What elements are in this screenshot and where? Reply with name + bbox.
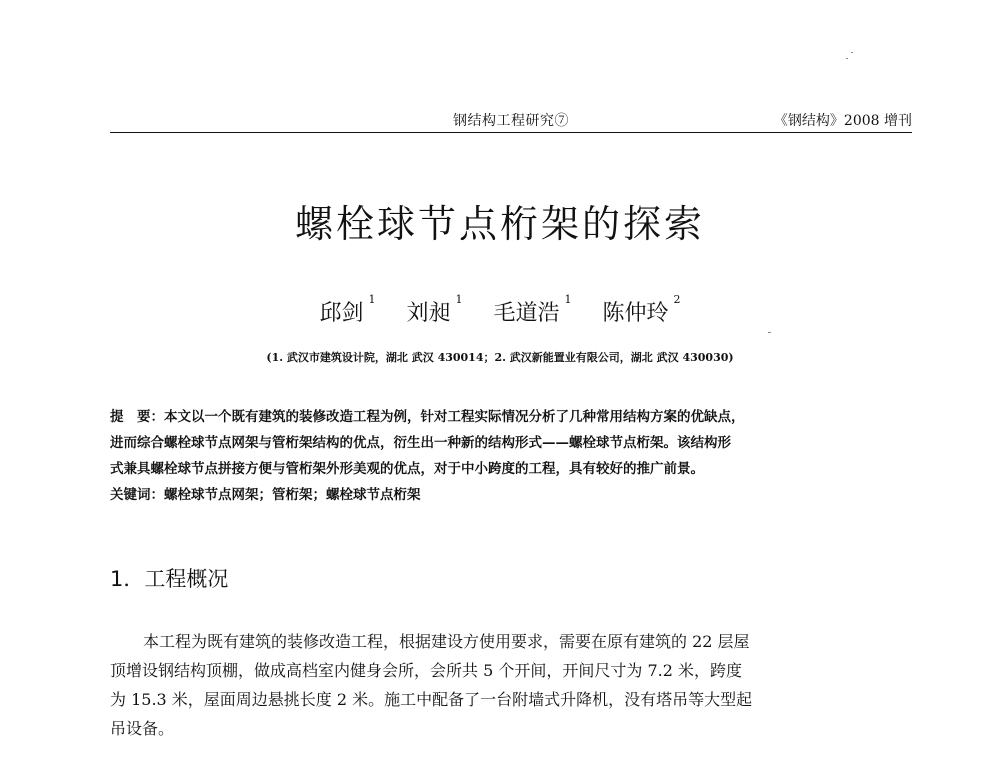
scan-speck: [846, 58, 848, 59]
author-affil-mark: 2: [673, 293, 681, 306]
author-list: [0, 293, 1000, 327]
affiliations: (1. 武汉市建筑设计院，湖北 武汉 430014；2. 武汉新能置业有限公司，湖北 武汉 430030): [266, 351, 734, 364]
author-affil-mark: 1: [564, 293, 572, 306]
author-affil-mark: 1: [368, 293, 376, 306]
body-line: 吊设备。: [110, 719, 175, 738]
abstract-label: 提 要：: [110, 409, 164, 425]
author-name: 毛道浩: [493, 301, 560, 326]
author-affil-mark: 1: [455, 293, 463, 306]
author: [493, 293, 572, 327]
abstract-line: 进而综合螺栓球节点网架与管桁架结构的优点，衍生出一种新的结构形式——螺栓球节点桁架。该结构形: [110, 435, 731, 451]
series-label: 钢结构工程研究⑦: [453, 113, 569, 129]
section-heading: 1．工程概况: [110, 567, 229, 591]
author-name: 陈仲玲: [602, 301, 669, 326]
scan-speck: [851, 52, 853, 53]
author: [602, 293, 681, 327]
author: [319, 293, 376, 327]
body-line: 为 15.3 米，屋面周边悬挑长度 2 米。施工中配备了一台附墙式升降机，没有塔吊等大型起: [110, 690, 753, 709]
abstract-line: [110, 404, 915, 430]
keywords-text: 螺栓球节点网架；管桁架；螺栓球节点桁架: [164, 487, 421, 503]
author-name: 邱剑: [319, 301, 364, 326]
paper-title: 螺栓球节点桁架的探索: [294, 202, 705, 246]
body-line: 顶增设钢结构顶棚，做成高档室内健身会所，会所共 5 个开间，开间尺寸为 7.2 米，跨度: [110, 661, 742, 680]
keywords-label: 关键词：: [110, 487, 164, 503]
abstract-line: 式兼具螺栓球节点拼接方便与管桁架外形美观的优点，对于中小跨度的工程，具有较好的推广前景。: [110, 461, 704, 477]
section-body: [110, 627, 920, 743]
header-rule: [110, 132, 912, 133]
keywords-line: [110, 482, 915, 508]
abstract: [110, 404, 915, 508]
journal-label: 《钢结构》2008 增刊: [773, 113, 912, 129]
author: [406, 293, 463, 327]
running-header: [110, 109, 912, 131]
scan-speck: [768, 332, 771, 333]
body-line: 本工程为既有建筑的装修改造工程，根据建设方使用要求，需要在原有建筑的 22 层屋: [143, 632, 750, 651]
abstract-text: 本文以一个既有建筑的装修改造工程为例，针对工程实际情况分析了几种常用结构方案的优缺点，: [164, 409, 745, 425]
author-name: 刘昶: [406, 301, 451, 326]
